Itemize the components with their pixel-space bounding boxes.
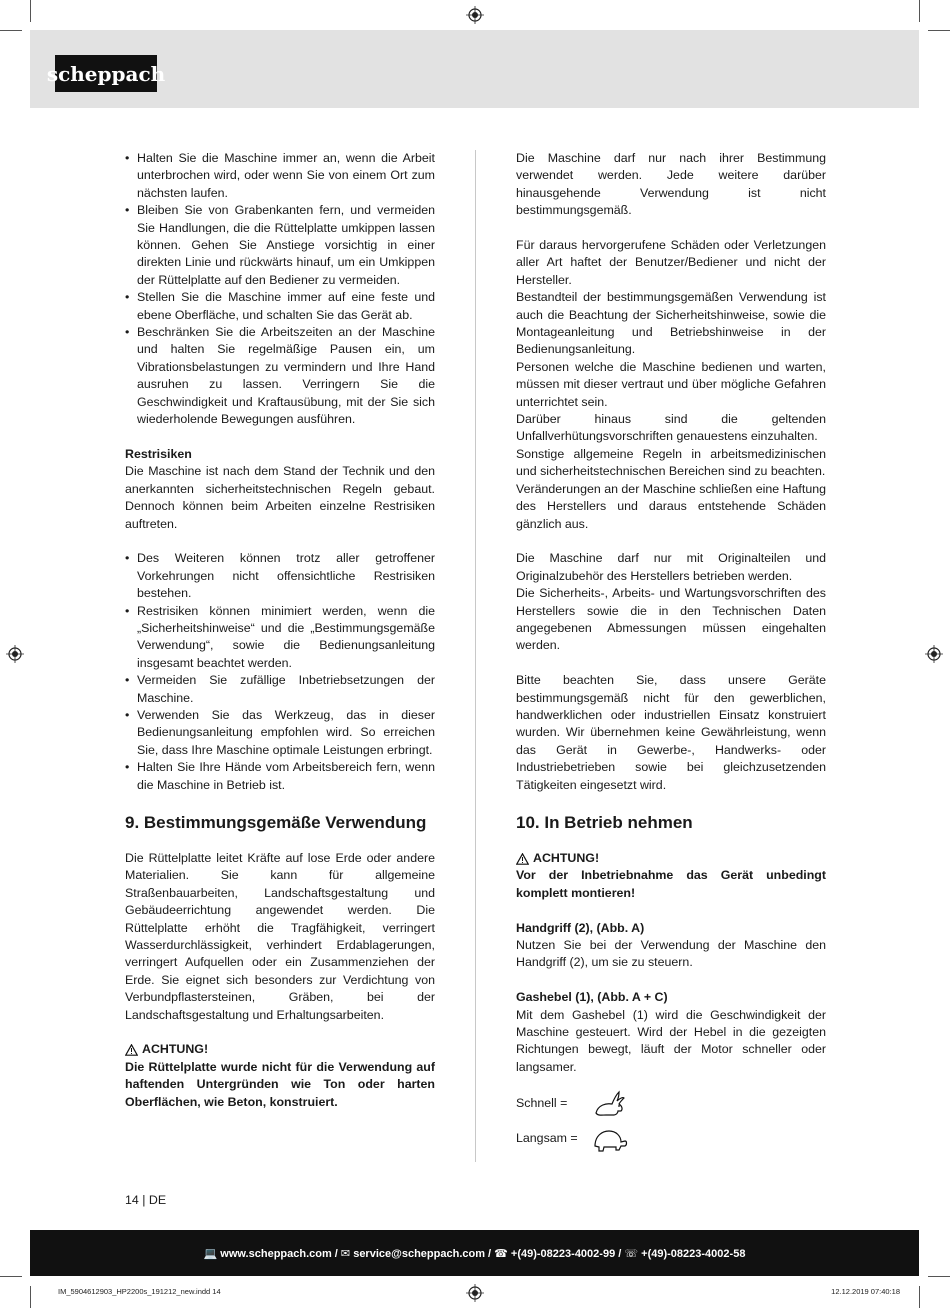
- schnell-label: Schnell =: [516, 1096, 568, 1111]
- footer-band: [30, 1230, 919, 1276]
- section-9-title: 9. Bestimmungsgemäße Verwendung: [125, 813, 427, 832]
- list-item: • Beschränken Sie die Arbeitszeiten an der Maschine und halten Sie regelmäßige Pausen ein, um Vibrationsbelastungen zu vermindern und Ihre Hand ausruhen zu lassen. Verringern Sie die Geschwindigkeit und Kraftausübung, mit der Sie sich wiederholende Bewegungen ausführen.: [125, 324, 435, 428]
- paragraph: Die Maschine darf nur nach ihrer Bestimmung verwendet werden. Jede weitere darüber hinausgehende Verwendung ist nicht bestimmungsgemäß.: [516, 151, 826, 218]
- paragraph: Bestandteil der bestimmungsgemäßen Verwendung ist auch die Beachtung der Sicherheitshinweise, sowie die Montageanleitung und Betriebshinweise in der Bedienungsanleitung.: [516, 290, 826, 357]
- section-9-text: Die Rüttelplatte leitet Kräfte auf lose Erde oder andere Materialien. Sie kann für allgemeine Straßenbauarbeiten, Landschaftsgestaltung und Gebäudeerrichtung angewendet werden. Die Rüttelplatte erhöht die Tragfähigkeit, verringert Wasserdurchlässigkeit, verhindert Erdablagerungen, verringert Aufquellen oder ein Zusammenziehen der Erde. Sie eignet sich besonders zur Verdichtung von Verbundpflastersteinen, Gräben, bei der Landschaftsgestaltung und Erhaltungsarbeiten.: [125, 851, 435, 1022]
- paragraph: Sonstige allgemeine Regeln in arbeitsmedizinischen und sicherheitstechnischen Bereichen sind zu beachten.: [516, 446, 826, 479]
- warning-heading: [516, 850, 826, 867]
- warning-text: Die Rüttelplatte wurde nicht für die Verwendung auf haftenden Untergründen wie Ton oder harten Oberflächen, wie Beton, konstruiert.: [125, 1059, 435, 1109]
- handgriff-text: Nutzen Sie bei der Verwendung der Maschine den Handgriff (2), um sie zu steuern.: [516, 938, 826, 970]
- crop-mark: [928, 1276, 950, 1277]
- warning-triangle-icon: [125, 1044, 138, 1056]
- paragraph: Personen welche die Maschine bedienen und warten, müssen mit dieser vertraut und über mögliche Gefahren unterrichtet sein.: [516, 359, 826, 409]
- langsam-label: Langsam =: [516, 1131, 578, 1146]
- speed-slow-row: [516, 1121, 826, 1156]
- list-item: • Verwenden Sie das Werkzeug, das in dieser Bedienungsanleitung empfohlen wird. So erreichen Sie, dass Ihre Maschine optimale Leistungen erbringt.: [125, 707, 435, 759]
- list-item: • Halten Sie Ihre Hände vom Arbeitsbereich fern, wenn die Maschine in Betrieb ist.: [125, 759, 435, 794]
- print-slug-datetime: 12.12.2019 07:40:18: [831, 1287, 900, 1296]
- crop-mark: [0, 30, 22, 31]
- tortoise-icon: [592, 1124, 628, 1154]
- left-column: [125, 150, 435, 1111]
- column-divider: [475, 150, 476, 1162]
- crop-mark: [919, 1286, 920, 1308]
- warning-heading: [125, 1041, 435, 1058]
- safety-bullet-list: [125, 150, 435, 429]
- crop-mark: [30, 0, 31, 22]
- gashebel-heading: Gashebel (1), (Abb. A + C): [516, 990, 668, 1005]
- warning-triangle-icon: [516, 853, 529, 865]
- registration-mark-icon: [6, 645, 24, 663]
- paragraph: Darüber hinaus sind die geltenden Unfallverhütungsvorschriften genauestens einzuhalten.: [516, 412, 826, 444]
- list-item: • Bleiben Sie von Grabenkanten fern, und vermeiden Sie Handlungen, die die Rüttelplatte umkippen lassen können. Gehen Sie Anstiege vorsichtig in einer direkten Linie und rückwärts hinauf, um ein Umkippen der Rüttelplatte auf den Bediener zu vermeiden.: [125, 202, 435, 289]
- paragraph: Die Maschine darf nur mit Originalteilen und Originalzubehör des Herstellers betrieben werden.: [516, 551, 826, 583]
- restrisiken-text: Die Maschine ist nach dem Stand der Technik und den anerkannten sicherheitstechnischen Regeln gebaut. Dennoch können beim Arbeiten einzelne Restrisiken auftreten.: [125, 464, 435, 531]
- brand-logo: scheppach: [55, 55, 157, 92]
- paragraph: Für daraus hervorgerufene Schäden oder Verletzungen aller Art haftet der Benutzer/Bediener und nicht der Hersteller.: [516, 238, 826, 287]
- list-item: • Stellen Sie die Maschine immer auf eine feste und ebene Oberfläche, und schalten Sie das Gerät ab.: [125, 289, 435, 324]
- right-column: [516, 150, 826, 1156]
- page-number: 14 | DE: [125, 1193, 167, 1207]
- crop-mark: [30, 1286, 31, 1308]
- handgriff-heading: Handgriff (2), (Abb. A): [516, 920, 645, 935]
- warning-label: ACHTUNG!: [142, 1042, 209, 1057]
- list-item: • Des Weiteren können trotz aller getroffener Vorkehrungen nicht offensichtliche Restrisiken bestehen.: [125, 550, 435, 602]
- paragraph: Die Sicherheits-, Arbeits- und Wartungsvorschriften des Herstellers sowie die in den Technischen Daten angegebenen Abmessungen müssen eingehalten werden.: [516, 586, 826, 653]
- crop-mark: [919, 0, 920, 22]
- crop-mark: [0, 1276, 22, 1277]
- list-item: • Halten Sie die Maschine immer an, wenn die Arbeit unterbrochen wird, oder wenn Sie von einem Ort zum nächsten laufen.: [125, 150, 435, 202]
- section-10-title: 10. In Betrieb nehmen: [516, 812, 693, 832]
- gashebel-text: Mit dem Gashebel (1) wird die Geschwindigkeit der Maschine gesteuert. Wird der Hebel in die gezeigten Richtungen bewegt, läuft der Motor schneller oder langsamer.: [516, 1007, 826, 1074]
- list-item: • Vermeiden Sie zufällige Inbetriebsetzungen der Maschine.: [125, 672, 435, 707]
- crop-mark: [928, 30, 950, 31]
- warning-text: Vor der Inbetriebnahme das Gerät unbedingt komplett montieren!: [516, 868, 826, 900]
- residual-risk-list: [125, 550, 435, 794]
- speed-fast-row: [516, 1086, 826, 1121]
- list-item: • Restrisiken können minimiert werden, wenn die „Sicherheitshinweise“ und die „Bestimmungsgemäße Verwendung“, sowie die Bedienungsanleitung insgesamt beachtet werden.: [125, 603, 435, 673]
- registration-mark-icon: [466, 1284, 484, 1302]
- warning-label: ACHTUNG!: [533, 850, 600, 865]
- registration-mark-icon: [466, 6, 484, 24]
- registration-mark-icon: [925, 645, 943, 663]
- print-slug-file: IM_5904612903_HP2200s_191212_new.indd 14: [58, 1287, 221, 1296]
- restrisiken-heading: Restrisiken: [125, 446, 192, 461]
- footer-contact: 💻 www.scheppach.com / ✉ service@scheppach.com / ☎ +(49)-08223-4002-99 / ☏ +(49)-08223-4002-58: [203, 1247, 746, 1260]
- paragraph: Bitte beachten Sie, dass unsere Geräte bestimmungsgemäß nicht für den gewerblichen, handwerklichen oder industriellen Einsatz konstruiert wurden. Wir übernehmen keine Gewährleistung, wenn das Gerät in Gewerbe-, Handwerks- oder Industriebetrieben sowie bei gleichzusetzenden Tätigkeiten eingesetzt wird.: [516, 673, 826, 792]
- paragraph: Veränderungen an der Maschine schließen eine Haftung des Herstellers und daraus entstehende Schäden gänzlich aus.: [516, 481, 826, 531]
- hare-icon: [592, 1089, 628, 1119]
